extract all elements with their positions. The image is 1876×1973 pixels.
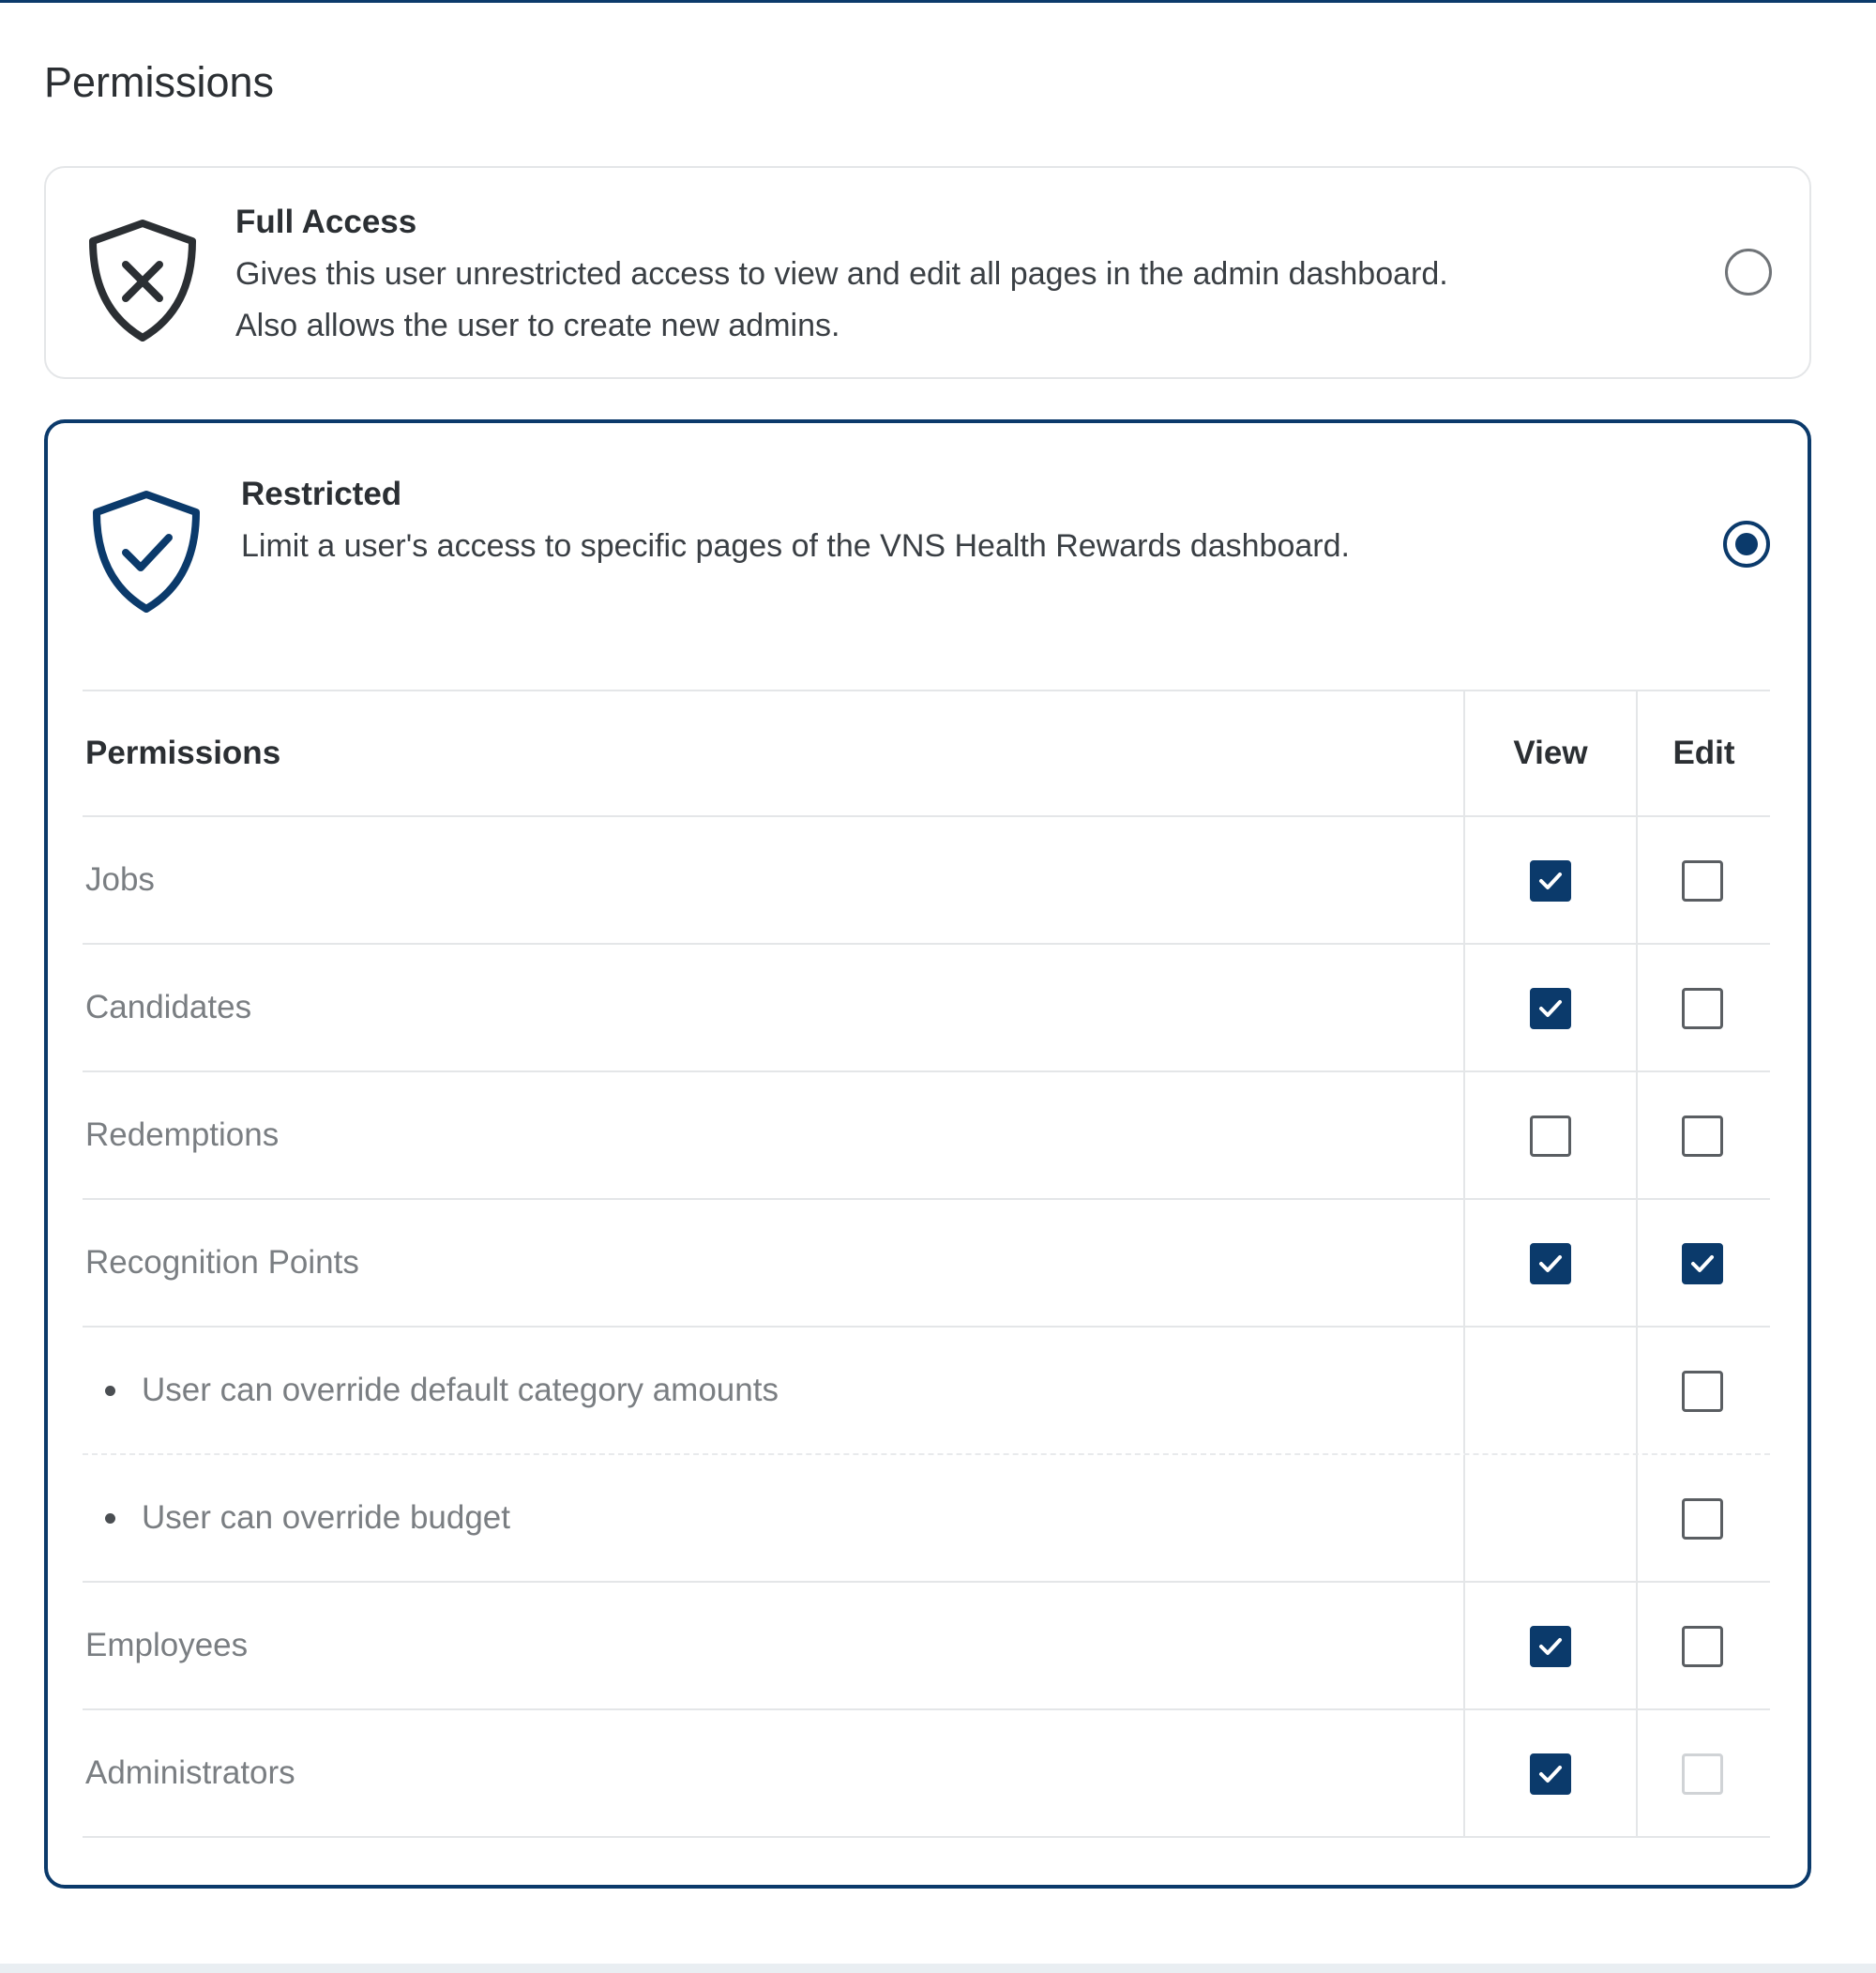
view-checkbox[interactable] (1530, 1626, 1571, 1667)
permissions-table (83, 690, 1770, 1838)
full-access-radio[interactable] (1725, 249, 1772, 296)
table-subrow (83, 1455, 1770, 1583)
restricted-description: Limit a user's access to specific pages of the VNS Health Rewards dashboard. (241, 528, 1350, 564)
column-divider (1463, 1455, 1465, 1581)
column-divider (1463, 945, 1465, 1070)
edit-checkbox[interactable] (1682, 860, 1723, 902)
edit-checkbox[interactable] (1682, 1498, 1723, 1540)
shield-check-icon (88, 489, 204, 615)
column-divider (1636, 817, 1638, 943)
view-checkbox[interactable] (1530, 1243, 1571, 1284)
column-divider (1463, 817, 1465, 943)
edit-checkbox[interactable] (1682, 1371, 1723, 1412)
view-checkbox[interactable] (1530, 860, 1571, 902)
full-access-description (235, 249, 1642, 352)
edit-checkbox[interactable] (1682, 1626, 1723, 1667)
permission-label: Redemptions (85, 1116, 280, 1153)
checkmark-icon (1536, 1760, 1565, 1788)
permission-label: Jobs (85, 861, 155, 898)
column-divider (1636, 1583, 1638, 1708)
checkmark-icon (1536, 1250, 1565, 1278)
edit-checkbox[interactable] (1682, 1116, 1723, 1157)
restricted-radio[interactable] (1723, 521, 1770, 568)
column-header-permissions: Permissions (85, 735, 281, 771)
column-divider (1463, 1583, 1465, 1708)
column-divider (1463, 1328, 1465, 1453)
column-header-edit: Edit (1672, 735, 1735, 771)
checkmark-icon (1536, 867, 1565, 895)
view-checkbox[interactable] (1530, 988, 1571, 1029)
table-header-row (83, 690, 1770, 817)
column-divider (1463, 1710, 1465, 1836)
permission-label: User can override budget (142, 1499, 510, 1536)
table-row (83, 1072, 1770, 1200)
table-row (83, 945, 1770, 1072)
full-access-title: Full Access (235, 204, 417, 240)
view-checkbox[interactable] (1530, 1116, 1571, 1157)
view-checkbox[interactable] (1530, 1753, 1571, 1795)
full-access-description-line-2: Also allows the user to create new admins. (235, 308, 840, 343)
column-divider (1636, 1710, 1638, 1836)
shield-x-icon (84, 218, 201, 343)
column-divider (1463, 1072, 1465, 1198)
column-divider (1636, 945, 1638, 1070)
restricted-title: Restricted (241, 476, 402, 512)
permission-label: Administrators (85, 1754, 295, 1791)
column-divider (1636, 1455, 1638, 1581)
table-row (83, 817, 1770, 945)
table-row (83, 1710, 1770, 1838)
column-divider (1636, 1200, 1638, 1326)
column-divider (1636, 1328, 1638, 1453)
full-access-option[interactable] (44, 166, 1811, 379)
checkmark-icon (1688, 1250, 1717, 1278)
table-row (83, 1200, 1770, 1328)
table-subrow (83, 1328, 1770, 1455)
radio-selected-dot (1735, 533, 1758, 555)
column-divider (1463, 1200, 1465, 1326)
bottom-band (0, 1964, 1876, 1973)
column-divider (1636, 1072, 1638, 1198)
permission-label: Candidates (85, 989, 252, 1025)
edit-checkbox[interactable] (1682, 988, 1723, 1029)
permission-label: Employees (85, 1627, 249, 1663)
edit-checkbox (1682, 1753, 1723, 1795)
column-header-view: View (1513, 735, 1588, 771)
permission-label: User can override default category amounts (142, 1372, 779, 1408)
bullet (105, 1513, 115, 1524)
edit-checkbox[interactable] (1682, 1243, 1723, 1284)
top-accent-line (0, 0, 1876, 3)
page-title: Permissions (44, 58, 275, 106)
full-access-description-line-1: Gives this user unrestricted access to view and edit all pages in the admin dashboard. (235, 256, 1448, 292)
permission-label: Recognition Points (85, 1244, 359, 1281)
checkmark-icon (1536, 994, 1565, 1023)
bullet (105, 1386, 115, 1396)
checkmark-icon (1536, 1632, 1565, 1661)
table-row (83, 1583, 1770, 1710)
